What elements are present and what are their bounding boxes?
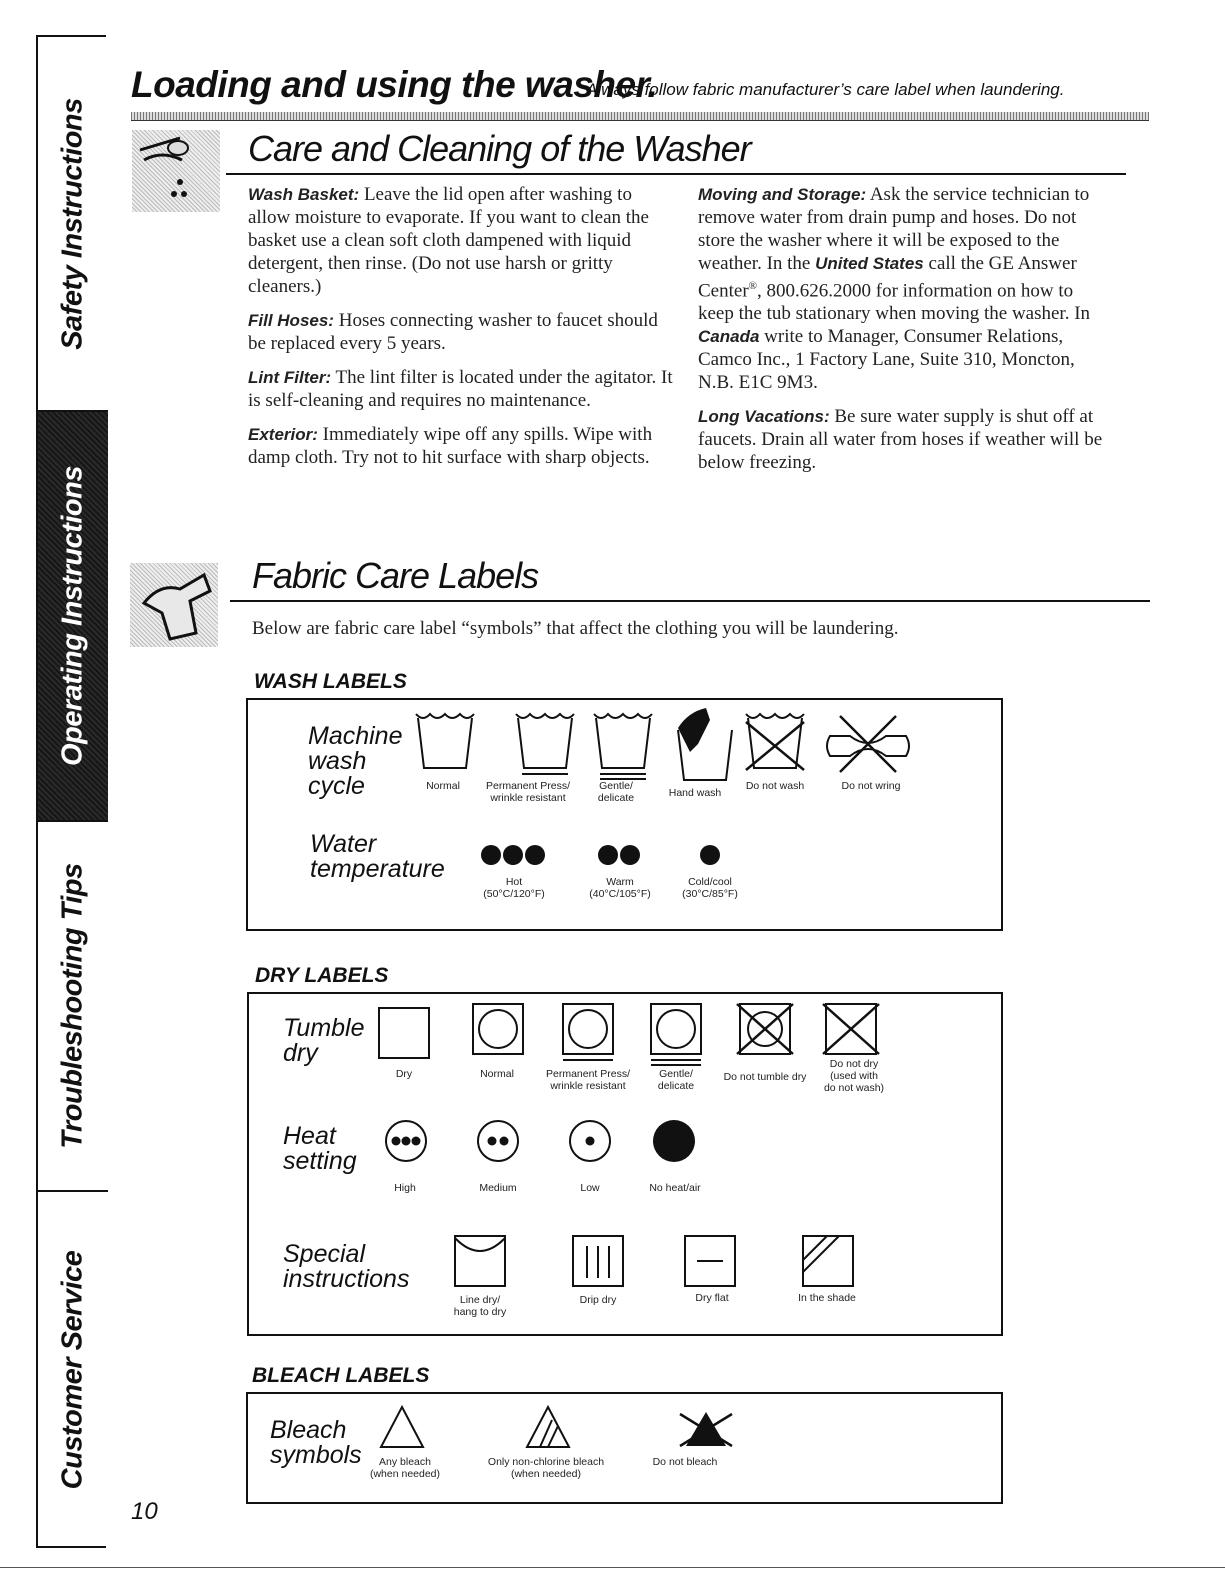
caption-cold: Cold/cool (30°C/85°F) — [682, 876, 738, 900]
tumble-dry-icon — [377, 1006, 431, 1060]
page-number: 10 — [131, 1498, 158, 1525]
machine-wash-label: Machine wash cycle — [308, 722, 403, 800]
care-left-column — [248, 183, 678, 469]
caption-dry-flat: Dry flat — [695, 1292, 729, 1304]
caption-normal: Normal — [426, 780, 460, 792]
caption-hot: Hot (50°C/120°F) — [483, 876, 545, 900]
any-bleach-icon — [378, 1404, 426, 1450]
tab-troubleshooting-tips[interactable] — [38, 822, 108, 1192]
caption-no-heat: No heat/air — [649, 1182, 701, 1194]
heat-low-icon — [567, 1118, 613, 1164]
fabric-intro: Below are fabric care label “symbols” that affect the clothing you will be laundering. — [252, 618, 899, 639]
hand-wash-icon — [668, 704, 738, 784]
caption-in-the-shade: In the shade — [798, 1292, 856, 1304]
do-not-wash-icon — [740, 708, 810, 776]
caption-high: High — [394, 1182, 416, 1194]
special-instructions-label: Special instructions — [283, 1240, 410, 1293]
caption-warm: Warm (40°C/105°F) — [589, 876, 651, 900]
tab-label: Operating Instructions — [56, 466, 89, 766]
tumble-permanent-press-icon — [561, 1002, 615, 1066]
caption-do-not-bleach: Do not bleach — [652, 1456, 718, 1468]
tab-operating-instructions[interactable] — [38, 412, 108, 822]
caption-any-bleach: Any bleach (when needed) — [369, 1456, 441, 1480]
dry-flat-icon — [683, 1234, 737, 1288]
page-title: Loading and using the washer. — [131, 64, 658, 105]
caption-permanent-press: Permanent Press/ wrinkle resistant — [485, 780, 571, 804]
exterior-paragraph: Exterior: Immediately wipe off any spills. Wipe with damp cloth. Try not to hit surface with sharp objects. — [248, 424, 653, 468]
page-bottom-rule — [0, 1567, 1225, 1568]
caption-dry: Dry — [395, 1068, 413, 1080]
tab-safety-instructions[interactable] — [38, 37, 108, 412]
bleach-symbols-label: Bleach symbols — [270, 1416, 362, 1469]
caption-normal: Normal — [480, 1068, 514, 1080]
dry-in-shade-icon — [801, 1234, 855, 1288]
heat-setting-label: Heat setting — [283, 1122, 357, 1175]
do-not-bleach-icon — [676, 1408, 736, 1450]
tab-label: Safety Instructions — [56, 97, 89, 350]
non-chlorine-bleach-icon — [524, 1404, 572, 1450]
fill-hoses-paragraph: Fill Hoses: Hoses connecting washer to faucet should be replaced every 5 years. — [248, 310, 658, 354]
caption-low: Low — [580, 1182, 600, 1194]
tumble-gentle-icon — [649, 1002, 703, 1070]
water-temperature-label: Water temperature — [310, 830, 445, 883]
wash-labels-box — [246, 698, 1003, 931]
caption-medium: Medium — [479, 1182, 517, 1194]
caption-non-chlorine-bleach: Only non-chlorine bleach (when needed) — [487, 1456, 605, 1480]
tab-label: Troubleshooting Tips — [56, 863, 89, 1149]
caption-do-not-tumble-dry: Do not tumble dry — [723, 1071, 807, 1083]
heat-medium-icon — [475, 1118, 521, 1164]
tumble-dry-label: Tumble dry — [283, 1014, 365, 1067]
bleach-labels-heading: BLEACH LABELS — [252, 1364, 430, 1387]
hot-water-icon — [480, 842, 546, 868]
section-sidebar — [36, 35, 106, 1548]
lint-filter-paragraph: Lint Filter: The lint filter is located under the agitator. It is self-cleaning and requires no maintenance. — [248, 367, 673, 411]
cold-water-icon — [698, 842, 722, 868]
wash-gentle-icon — [588, 708, 658, 784]
no-heat-icon — [651, 1118, 697, 1164]
do-not-dry-icon — [821, 1002, 881, 1058]
page-subtitle: Always follow fabric manufacturer’s care label when laundering. — [586, 80, 1065, 99]
wash-normal-icon — [410, 708, 480, 776]
caption-gentle: Gentle/ delicate — [657, 1068, 695, 1092]
do-not-wring-icon — [820, 712, 916, 776]
section-rule — [226, 173, 1126, 175]
caption-gentle: Gentle/ delicate — [597, 780, 635, 804]
caption-line-dry: Line dry/ hang to dry — [453, 1294, 507, 1318]
tab-label: Customer Service — [56, 1250, 89, 1490]
caption-do-not-dry: Do not dry (used with do not wash) — [823, 1058, 885, 1094]
heat-high-icon — [383, 1118, 429, 1164]
bleach-labels-box — [246, 1392, 1003, 1504]
caption-permanent-press: Permanent Press/ wrinkle resistant — [545, 1068, 631, 1092]
do-not-tumble-dry-icon — [735, 1002, 795, 1058]
caption-do-not-wring: Do not wring — [841, 780, 901, 792]
caption-hand-wash: Hand wash — [668, 787, 722, 799]
drip-dry-icon — [571, 1234, 625, 1288]
tumble-normal-icon — [471, 1002, 525, 1056]
moving-storage-paragraph: Moving and Storage: Ask the service technician to remove water from drain pump and hoses. Do not store the washer where it will be exposed to the weather. In the United States call the GE Answer Center®, 800.626.2000 for information on how to keep the tub stationary when moving the washer. In Canada write to Manager, Consumer Relations, Camco Inc., 1 Factory Lane, Suite 310, Moncton, N.B. E1C 9M3. — [698, 184, 1091, 394]
wash-permanent-press-icon — [510, 708, 580, 776]
wash-basket-paragraph: Wash Basket: Leave the lid open after washing to allow moisture to evaporate. If you want to clean the basket use a clean soft cloth dampened with liquid detergent, then rinse. (Do not use harsh or gritty cleaners.) — [248, 184, 649, 297]
wash-labels-heading: WASH LABELS — [254, 670, 407, 693]
care-cleaning-title: Care and Cleaning of the Washer — [248, 128, 751, 169]
washer-cleaning-illustration — [132, 130, 220, 212]
tab-customer-service[interactable] — [38, 1192, 108, 1548]
header-divider — [131, 112, 1149, 121]
dry-labels-heading: DRY LABELS — [255, 964, 389, 987]
caption-do-not-wash: Do not wash — [745, 780, 805, 792]
fabric-care-title: Fabric Care Labels — [252, 555, 539, 596]
warm-water-icon — [596, 842, 642, 868]
clothing-illustration — [130, 563, 218, 647]
caption-drip-dry: Drip dry — [579, 1294, 617, 1306]
long-vacations-paragraph: Long Vacations: Be sure water supply is shut off at faucets. Drain all water from hoses if weather will be below freezing. — [698, 406, 1103, 474]
dry-labels-box — [247, 992, 1003, 1336]
care-right-column — [698, 183, 1110, 474]
section-rule — [230, 600, 1150, 602]
line-dry-icon — [453, 1234, 507, 1288]
